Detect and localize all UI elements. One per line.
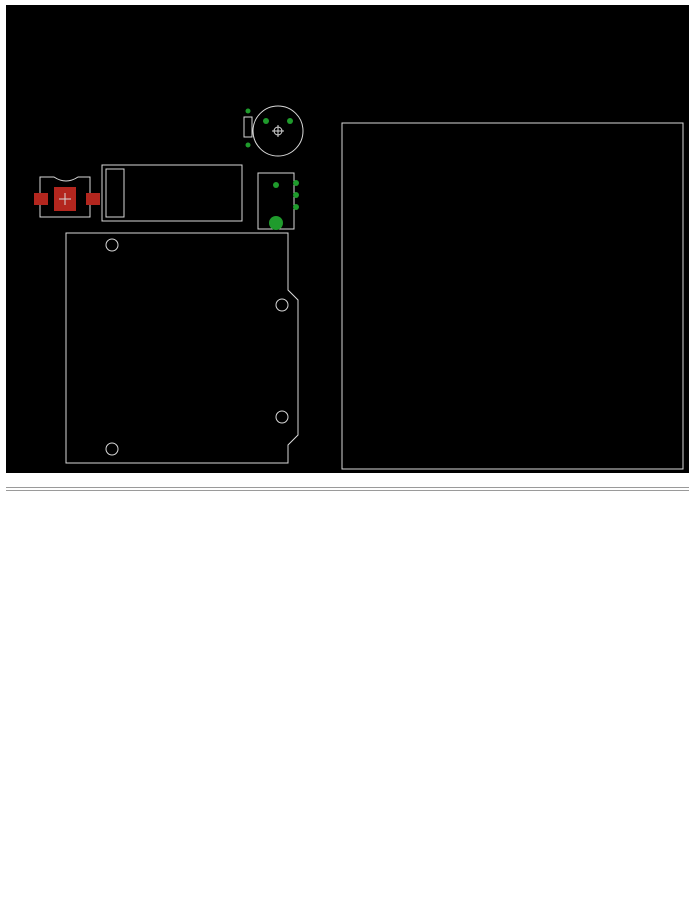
mounting-hole xyxy=(106,443,118,455)
pcb-layout-canvas xyxy=(6,5,689,473)
default-board-outline xyxy=(342,123,683,469)
mounting-hole xyxy=(276,411,288,423)
layout-editor-figure xyxy=(6,5,689,473)
screw-terminal xyxy=(34,177,100,217)
battery-holder xyxy=(253,106,303,156)
capacitor-outline xyxy=(244,117,252,137)
caption-rule-bottom xyxy=(6,490,689,491)
rotary-encoder xyxy=(258,173,299,230)
shield-outline xyxy=(66,233,298,463)
display-module xyxy=(102,165,242,221)
figure-caption xyxy=(6,497,14,515)
mounting-hole xyxy=(106,239,118,251)
mounting-hole xyxy=(276,299,288,311)
caption-rule-top xyxy=(6,487,689,488)
